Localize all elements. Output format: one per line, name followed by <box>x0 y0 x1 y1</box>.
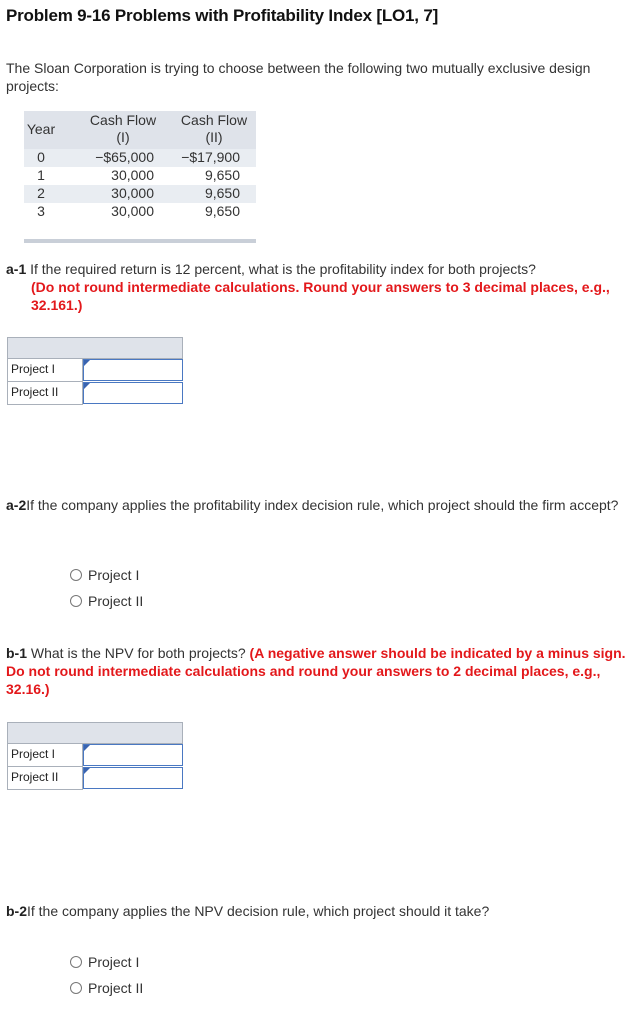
row-label: Project I <box>7 359 83 382</box>
header-cash-flow-i: Cash Flow (I) <box>89 112 157 145</box>
radio-circle-icon <box>70 982 82 994</box>
cell-cash-flow-i: 30,000 <box>111 167 154 183</box>
project-ii-pi-input[interactable] <box>83 382 183 404</box>
cell-year: 2 <box>37 185 45 201</box>
question-a2 <box>6 496 630 514</box>
cash-flow-table-header <box>24 111 256 149</box>
question-b1 <box>6 644 630 698</box>
cell-cash-flow-ii: −$17,900 <box>181 149 240 165</box>
question-text: If the company applies the profitability index decision rule, which project should the firm accept? <box>26 497 619 513</box>
cell-cash-flow-ii: 9,650 <box>204 167 240 183</box>
input-marker-icon <box>84 360 90 366</box>
input-marker-icon <box>84 383 90 389</box>
radio-label: Project II <box>88 593 144 609</box>
row-label: Project II <box>7 767 83 790</box>
radio-project-ii-a2[interactable] <box>70 592 143 610</box>
table-row <box>7 359 183 382</box>
question-a1 <box>6 260 630 314</box>
radio-project-i-a2[interactable] <box>70 566 139 584</box>
radio-label: Project II <box>88 980 144 996</box>
table-row <box>7 744 183 767</box>
cell-cash-flow-i: 30,000 <box>111 185 154 201</box>
header-year: Year <box>26 121 56 137</box>
project-i-pi-input[interactable] <box>83 359 183 381</box>
question-b2 <box>6 902 630 920</box>
question-instruction: (A negative answer should be indicated by a minus sign. Do not round intermediate calculations and round your answers to 2 decimal places, e.g., 32.16.) <box>6 645 626 697</box>
question-instruction: (Do not round intermediate calculations. Round your answers to 3 decimal places, e.g., 32.161.) <box>31 279 610 313</box>
question-text: What is the NPV for both projects? <box>30 645 246 661</box>
cell-year: 3 <box>37 203 45 219</box>
project-i-npv-input[interactable] <box>83 744 183 766</box>
table-row <box>7 382 183 405</box>
row-label: Project I <box>7 744 83 767</box>
radio-project-i-b2[interactable] <box>70 953 139 971</box>
input-marker-icon <box>84 768 90 774</box>
radio-circle-icon <box>70 569 82 581</box>
cell-cash-flow-i: −$65,000 <box>95 149 154 165</box>
cell-cash-flow-ii: 9,650 <box>204 203 240 219</box>
cash-flow-table <box>24 111 256 243</box>
table-row <box>24 167 256 185</box>
cell-cash-flow-i: 30,000 <box>111 203 154 219</box>
answer-table-header <box>7 722 183 744</box>
page-title: Problem 9-16 Problems with Profitability Index [LO1, 7] <box>6 6 439 25</box>
question-text: If the company applies the NPV decision rule, which project should it take? <box>27 903 490 919</box>
table-row <box>7 767 183 790</box>
project-ii-npv-input[interactable] <box>83 767 183 789</box>
input-marker-icon <box>84 745 90 751</box>
cell-year: 0 <box>37 149 45 165</box>
question-tag: b-1 <box>6 645 27 661</box>
radio-circle-icon <box>70 956 82 968</box>
radio-label: Project I <box>88 567 140 583</box>
radio-circle-icon <box>70 595 82 607</box>
answer-table-a1 <box>7 337 183 405</box>
answer-table-header <box>7 337 183 359</box>
question-tag: b-2 <box>6 903 27 919</box>
table-row <box>24 203 256 221</box>
table-row <box>24 149 256 167</box>
row-label: Project II <box>7 382 83 405</box>
answer-table-b1 <box>7 722 183 790</box>
question-tag: a-2 <box>6 497 27 513</box>
problem-intro: The Sloan Corporation is trying to choose between the following two mutually exclusive design projects: <box>6 60 591 94</box>
table-bottom-bar <box>24 239 256 243</box>
cell-year: 1 <box>37 167 45 183</box>
header-cash-flow-ii: Cash Flow (II) <box>180 112 248 145</box>
radio-project-ii-b2[interactable] <box>70 979 143 997</box>
question-text: If the required return is 12 percent, what is the profitability index for both projects? <box>30 261 536 277</box>
radio-label: Project I <box>88 954 140 970</box>
question-tag: a-1 <box>6 261 27 277</box>
table-row <box>24 185 256 203</box>
cell-cash-flow-ii: 9,650 <box>204 185 240 201</box>
